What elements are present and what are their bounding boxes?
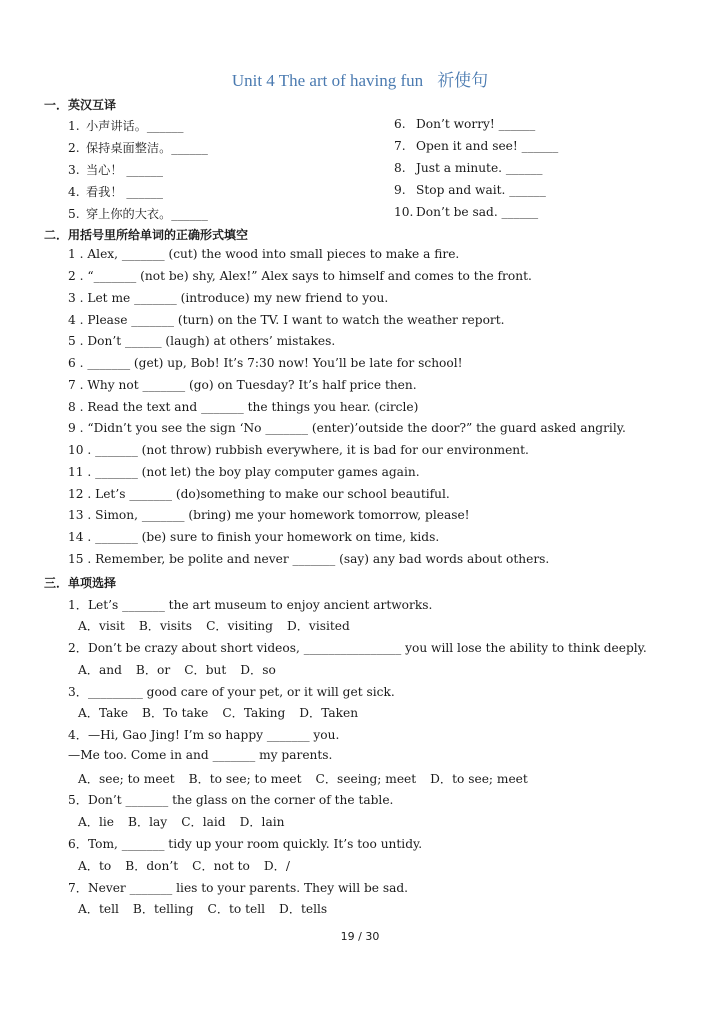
fill-blank-item: 12 . Let’s _______ (do)something to make our school beautiful. [68, 487, 450, 501]
fill-blank-item: 6 . _______ (get) up, Bob! It’s 7:30 now! You’ll be late for school! [68, 356, 463, 370]
translation-item: 2. 保持桌面整洁。______ [68, 141, 208, 155]
fill-blank-item: 2 . “_______ (not be) shy, Alex!” Alex says to himself and comes to the front. [68, 269, 532, 283]
mc-options: A．Take B．To take C．Taking D．Taken [78, 706, 359, 720]
mc-question: 4．—Hi, Gao Jing! I’m so happy _______ you. [68, 728, 340, 742]
translation-item: 6. Don’t worry! ______ [394, 117, 536, 131]
page-title [0, 66, 720, 91]
fill-blank-item: 9 . “Didn’t you see the sign ‘No _______ (enter)’outside the door?” the guard asked angrily. [68, 421, 626, 435]
mc-options: A．tell B．telling C．to tell D．tells [78, 902, 328, 916]
section-1-heading: 一．英汉互译 [44, 98, 117, 112]
fill-blank-item: 7 . Why not _______ (go) on Tuesday? It’s half price then. [68, 378, 417, 392]
fill-blank-item: 15 . Remember, be polite and never _______ (say) any bad words about others. [68, 552, 550, 566]
mc-question: 5．Don’t _______ the glass on the corner of the table. [68, 793, 394, 807]
fill-blank-item: 8 . Read the text and _______ the things you hear. (circle) [68, 400, 419, 414]
translation-item: 3. 当心！ ______ [68, 163, 163, 177]
fill-blank-item: 11 . _______ (not let) the boy play computer games again. [68, 465, 420, 479]
mc-options: A．see; to meet B．to see; to meet C．seeing; meet D．to see; meet [78, 772, 528, 786]
title-cn: 祈使句 [437, 71, 489, 90]
mc-question-line2: —Me too. Come in and _______ my parents. [68, 748, 333, 762]
mc-question: 6．Tom, _______ tidy up your room quickly. It’s too untidy. [68, 837, 423, 851]
fill-blank-item: 13 . Simon, _______ (bring) me your homework tomorrow, please! [68, 508, 470, 522]
translation-item: 1. 小声讲话。______ [68, 119, 184, 133]
title-en: Unit 4 The art of having fun [231, 71, 424, 90]
section-3-heading: 三．单项选择 [44, 576, 117, 590]
translation-item: 4. 看我！ ______ [68, 185, 163, 199]
translation-item: 8. Just a minute. ______ [394, 161, 543, 175]
mc-options: A．to B．don’t C．not to D．/ [78, 859, 290, 873]
fill-blank-item: 1 . Alex, _______ (cut) the wood into small pieces to make a fire. [68, 247, 460, 261]
translation-item: 9. Stop and wait. ______ [394, 183, 546, 197]
mc-question: 1．Let’s _______ the art museum to enjoy ancient artworks. [68, 598, 433, 612]
mc-options: A．visit B．visits C．visiting D．visited [78, 619, 350, 633]
mc-options: A．and B．or C．but D．so [78, 663, 276, 677]
mc-question: 2．Don’t be crazy about short videos, ________________ you will lose the ability to think deeply. [68, 641, 647, 655]
fill-blank-item: 10 . _______ (not throw) rubbish everywhere, it is bad for our environment. [68, 443, 529, 457]
page-number: 19 / 30 [340, 930, 380, 943]
fill-blank-item: 3 . Let me _______ (introduce) my new friend to you. [68, 291, 389, 305]
mc-question: 3．_________ good care of your pet, or it will get sick. [68, 685, 395, 699]
fill-blank-item: 5 . Don’t ______ (laugh) at others’ mistakes. [68, 334, 336, 348]
mc-options: A．lie B．lay C．laid D．lain [78, 815, 285, 829]
section-2-heading: 二．用括号里所给单词的正确形式填空 [44, 228, 249, 242]
mc-question: 7．Never _______ lies to your parents. They will be sad. [68, 881, 409, 895]
fill-blank-item: 4 . Please _______ (turn) on the TV. I want to watch the weather report. [68, 313, 505, 327]
fill-blank-item: 14 . _______ (be) sure to finish your homework on time, kids. [68, 530, 440, 544]
translation-item: 10. Don’t be sad. ______ [394, 205, 539, 219]
translation-item: 7. Open it and see! ______ [394, 139, 559, 153]
translation-item: 5. 穿上你的大衣。______ [68, 207, 208, 221]
